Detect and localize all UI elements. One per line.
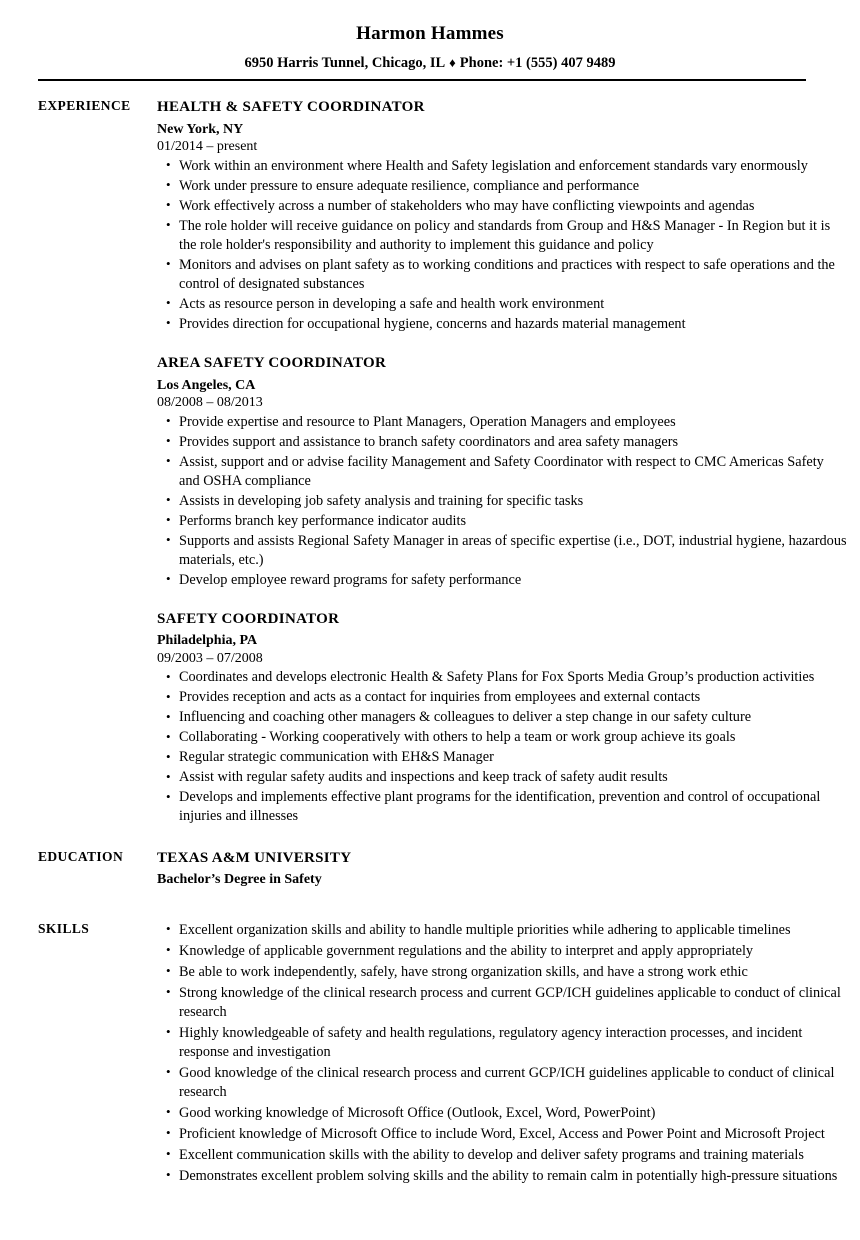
job-bullet-list: [157, 413, 848, 590]
section-body-skills: [157, 921, 860, 1188]
job-dates: 01/2014 – present: [157, 139, 258, 155]
section-body-education: [157, 849, 860, 888]
section-label-col-education: [0, 849, 157, 865]
job-title: AREA SAFETY COORDINATOR: [157, 354, 387, 371]
candidate-name: Harmon Hammes: [356, 23, 504, 44]
contact-line: [0, 55, 860, 72]
job-bullet: • Assist with regular safety audits and inspections and keep track of safety audit results: [157, 768, 848, 787]
job-entry: [157, 98, 848, 334]
header-divider: [38, 79, 806, 81]
skill-bullet: • Good knowledge of the clinical research process and current GCP/ICH guidelines applicable to conduct of clinical research: [157, 1064, 848, 1102]
section-education: [0, 849, 860, 888]
resume-header: [0, 0, 860, 81]
job-bullet: • Provide expertise and resource to Plant Managers, Operation Managers and employees: [157, 413, 848, 432]
skill-bullet: • Demonstrates excellent problem solving skills and the ability to remain calm in potentially high-pressure situations: [157, 1167, 848, 1186]
job-dates: 09/2003 – 07/2008: [157, 650, 263, 666]
job-bullet: • Acts as resource person in developing a safe and health work environment: [157, 295, 848, 314]
section-body-experience: [157, 98, 860, 827]
section-label-education: EDUCATION: [38, 849, 124, 865]
skill-bullet: • Highly knowledgeable of safety and health regulations, regulatory agency interaction processes, and incident response and investigation: [157, 1024, 848, 1062]
skills-bullet-list: [157, 921, 848, 1186]
section-label-experience: EXPERIENCE: [38, 98, 131, 114]
section-label-col-experience: [0, 98, 157, 114]
skill-bullet: • Good working knowledge of Microsoft Office (Outlook, Excel, Word, PowerPoint): [157, 1104, 848, 1123]
job-bullet: • Collaborating - Working cooperatively with others to help a team or work group achieve its goals: [157, 728, 848, 747]
skill-bullet: • Be able to work independently, safely, have strong organization skills, and have a strong work ethic: [157, 963, 848, 982]
job-bullet-list: [157, 157, 848, 334]
job-bullet: • Provides reception and acts as a contact for inquiries from employees and external contacts: [157, 688, 848, 707]
section-label-skills: SKILLS: [38, 920, 90, 936]
job-bullet: • Performs branch key performance indicator audits: [157, 512, 848, 531]
job-entry: [157, 354, 848, 590]
skill-bullet: • Knowledge of applicable government regulations and the ability to interpret and apply appropriately: [157, 942, 848, 961]
job-bullet: • Provides direction for occupational hygiene, concerns and hazards material management: [157, 315, 848, 334]
diamond-separator-icon: ♦: [449, 54, 456, 70]
job-title: HEALTH & SAFETY COORDINATOR: [157, 99, 425, 116]
job-bullet: • Monitors and advises on plant safety as to working conditions and practices with respect to safe operations and the control of designated substances: [157, 256, 848, 294]
job-entry: [157, 610, 848, 827]
job-bullet: • Work effectively across a number of stakeholders who may have conflicting viewpoints and agendas: [157, 197, 848, 216]
education-degree: Bachelor’s Degree in Safety: [157, 872, 322, 888]
job-bullet: • Influencing and coaching other managers & colleagues to deliver a step change in our safety culture: [157, 708, 848, 727]
job-title: SAFETY COORDINATOR: [157, 610, 340, 627]
job-bullet: • Develops and implements effective plant programs for the identification, prevention and control of occupational injuries and illnesses: [157, 788, 848, 826]
job-location: Los Angeles, CA: [157, 377, 256, 393]
job-dates: 08/2008 – 08/2013: [157, 395, 263, 411]
job-bullet: • Work under pressure to ensure adequate resilience, compliance and performance: [157, 177, 848, 196]
section-skills: [0, 921, 860, 1188]
contact-phone: Phone: +1 (555) 407 9489: [459, 54, 616, 71]
job-bullet: • Assists in developing job safety analysis and training for specific tasks: [157, 492, 848, 511]
job-location: New York, NY: [157, 121, 244, 137]
job-bullet: • Regular strategic communication with EH&S Manager: [157, 748, 848, 767]
education-school: TEXAS A&M UNIVERSITY: [157, 850, 352, 867]
job-location: Philadelphia, PA: [157, 633, 258, 649]
job-bullet: • Provides support and assistance to branch safety coordinators and area safety managers: [157, 433, 848, 452]
job-bullet: • Develop employee reward programs for safety performance: [157, 571, 848, 590]
skill-bullet: • Proficient knowledge of Microsoft Office to include Word, Excel, Access and Power Point and Microsoft Project: [157, 1125, 848, 1144]
section-experience: [0, 98, 860, 827]
resume-content: [0, 98, 860, 1188]
job-bullet-list: [157, 668, 848, 826]
section-label-col-skills: [0, 921, 157, 937]
job-bullet: • Work within an environment where Health and Safety legislation and enforcement standards vary enormously: [157, 157, 848, 176]
job-bullet: • The role holder will receive guidance on policy and standards from Group and H&S Manager - In Region but it is the role holder's responsibility and authority to implement this guidance and policy: [157, 217, 848, 255]
skill-bullet: • Excellent communication skills with the ability to develop and deliver safety programs and training materials: [157, 1146, 848, 1165]
skill-bullet: • Strong knowledge of the clinical research process and current GCP/ICH guidelines applicable to conduct of clinical research: [157, 984, 848, 1022]
job-bullet: • Assist, support and or advise facility Management and Safety Coordinator with respect to CMC Americas Safety and OSHA compliance: [157, 453, 848, 491]
job-bullet: • Coordinates and develops electronic Health & Safety Plans for Fox Sports Media Group’s production activities: [157, 668, 848, 687]
job-bullet: • Supports and assists Regional Safety Manager in areas of specific expertise (i.e., DOT, industrial hygiene, hazardous materials, etc.): [157, 532, 848, 570]
skill-bullet: • Excellent organization skills and ability to handle multiple priorities while adhering to applicable timelines: [157, 921, 848, 940]
contact-address: 6950 Harris Tunnel, Chicago, IL: [244, 54, 446, 71]
